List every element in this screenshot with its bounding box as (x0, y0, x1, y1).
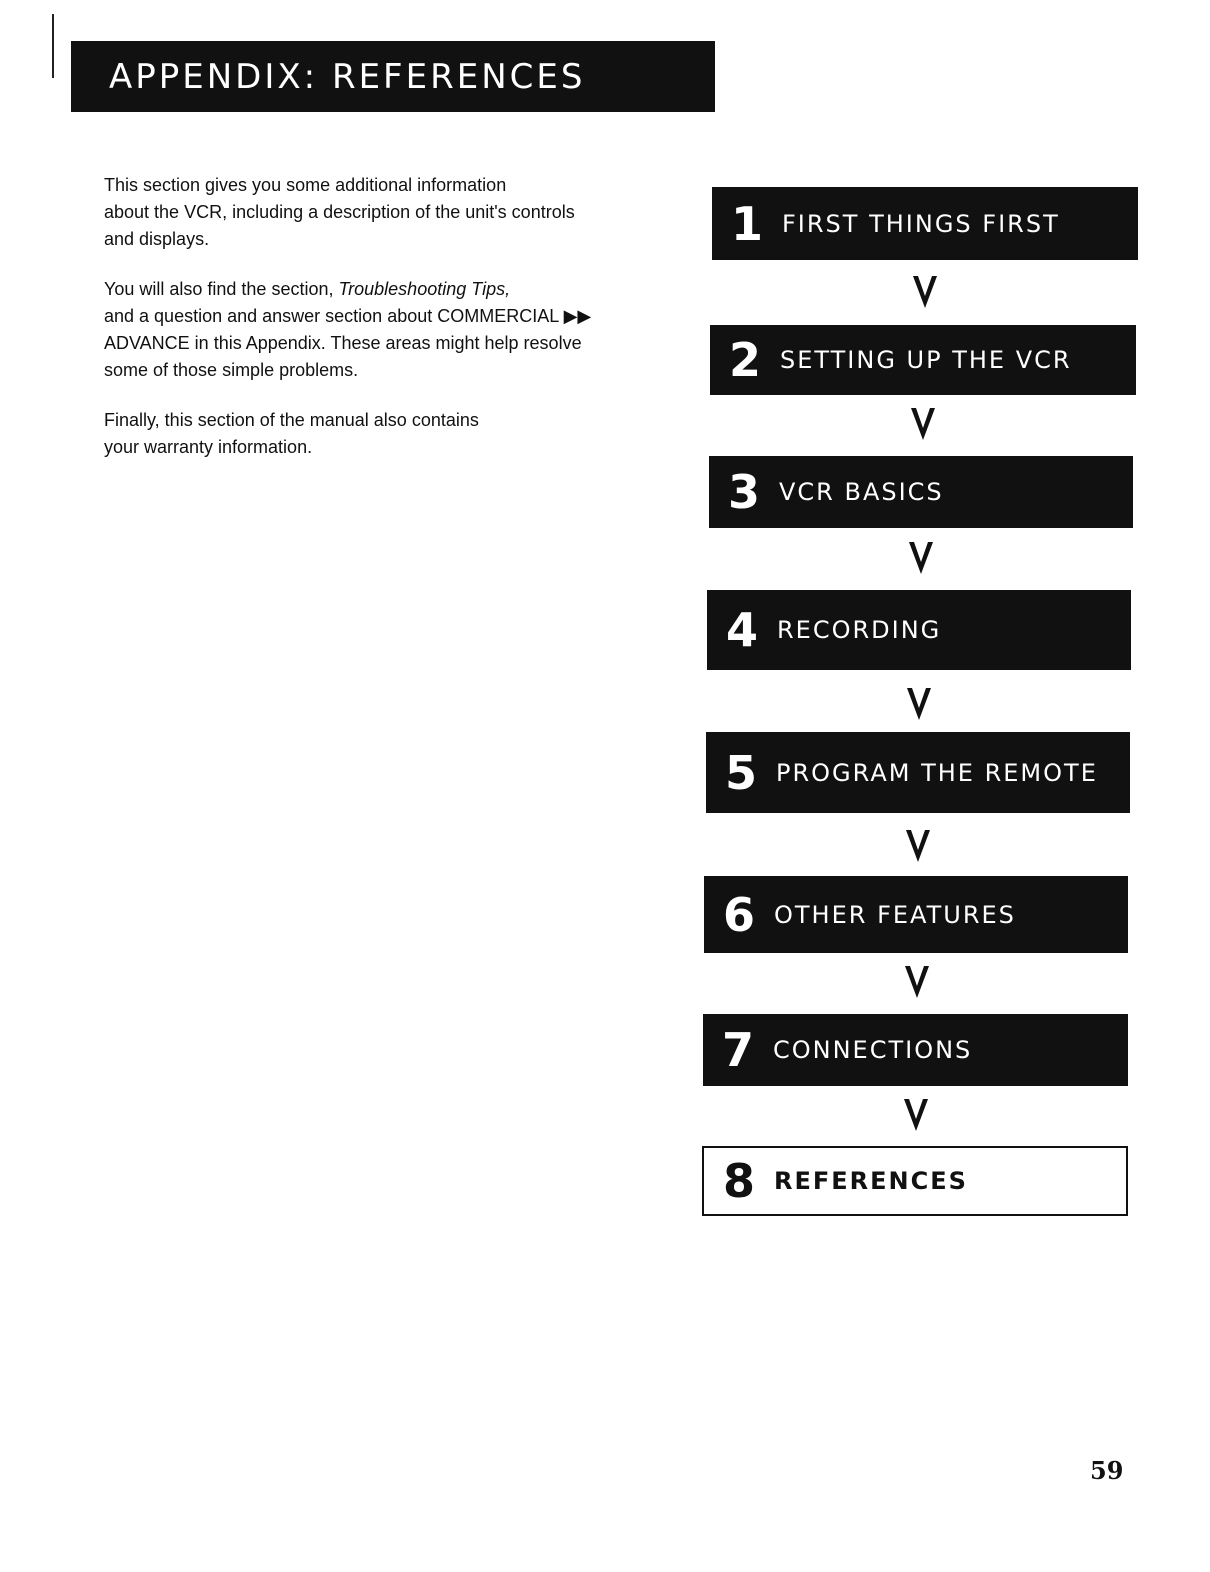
chapter-number: 8 (722, 1154, 755, 1208)
chapter-step-1 (712, 187, 1138, 260)
chapter-number: 6 (722, 887, 755, 942)
chapter-number: 1 (730, 196, 763, 251)
intro-text (104, 172, 644, 484)
page-title-bar (71, 41, 715, 112)
intro-p1-line2: about the VCR, including a description of the unit's controls (104, 202, 575, 222)
chevron-down-icon (903, 962, 931, 1002)
chapter-step-3 (709, 456, 1133, 528)
chapter-label: PROGRAM THE REMOTE (776, 758, 1098, 787)
chapter-number: 3 (727, 465, 760, 519)
intro-p2-line4: some of those simple problems. (104, 360, 359, 380)
chapter-step-2 (710, 325, 1136, 395)
chapter-step-5 (706, 732, 1130, 813)
intro-p1-line1: This section gives you some additional information (104, 175, 507, 195)
chapter-number: 5 (724, 745, 757, 800)
intro-p3-line2: your warranty information. (104, 437, 313, 457)
troubleshooting-tips-ref: Troubleshooting Tips, (338, 279, 511, 299)
intro-p2-line1 (104, 276, 644, 303)
intro-p1-line3: and displays. (104, 229, 210, 249)
chapter-label: VCR BASICS (779, 478, 944, 506)
intro-paragraph-3 (104, 407, 644, 461)
page-number: 59 (1090, 1456, 1124, 1485)
intro-paragraph-2 (104, 276, 644, 384)
chapter-step-7 (703, 1014, 1128, 1086)
intro-p2-line2: and a question and answer section about COMMERCIAL ▶▶ (104, 306, 592, 326)
chapter-step-8-current (702, 1146, 1128, 1216)
chapter-label: RECORDING (777, 616, 942, 644)
chapter-label: OTHER FEATURES (774, 900, 1016, 929)
chapter-number: 2 (728, 333, 761, 387)
intro-p3-line1: Finally, this section of the manual also contains (104, 410, 479, 430)
chapter-number: 7 (721, 1023, 754, 1077)
chapter-label: REFERENCES (774, 1167, 968, 1195)
intro-paragraph-1 (104, 172, 644, 253)
chevron-down-icon (904, 826, 932, 866)
chapter-step-4 (707, 590, 1131, 670)
chevron-down-icon (909, 404, 937, 444)
chapter-label: CONNECTIONS (773, 1036, 973, 1064)
intro-p2-line3: ADVANCE in this Appendix. These areas might help resolve (104, 333, 582, 353)
page-title: APPENDIX: REFERENCES (109, 56, 586, 97)
chevron-down-icon (905, 684, 933, 724)
chapter-step-6 (704, 876, 1128, 953)
chevron-down-icon (907, 538, 935, 578)
chevron-down-icon (902, 1095, 930, 1135)
margin-rule (52, 14, 54, 78)
chapter-number: 4 (725, 603, 758, 657)
intro-p2-line1-prefix: You will also find the section, (104, 279, 339, 299)
chapter-label: FIRST THINGS FIRST (782, 209, 1060, 238)
chapter-label: SETTING UP THE VCR (780, 346, 1072, 374)
chevron-down-icon (911, 272, 939, 312)
